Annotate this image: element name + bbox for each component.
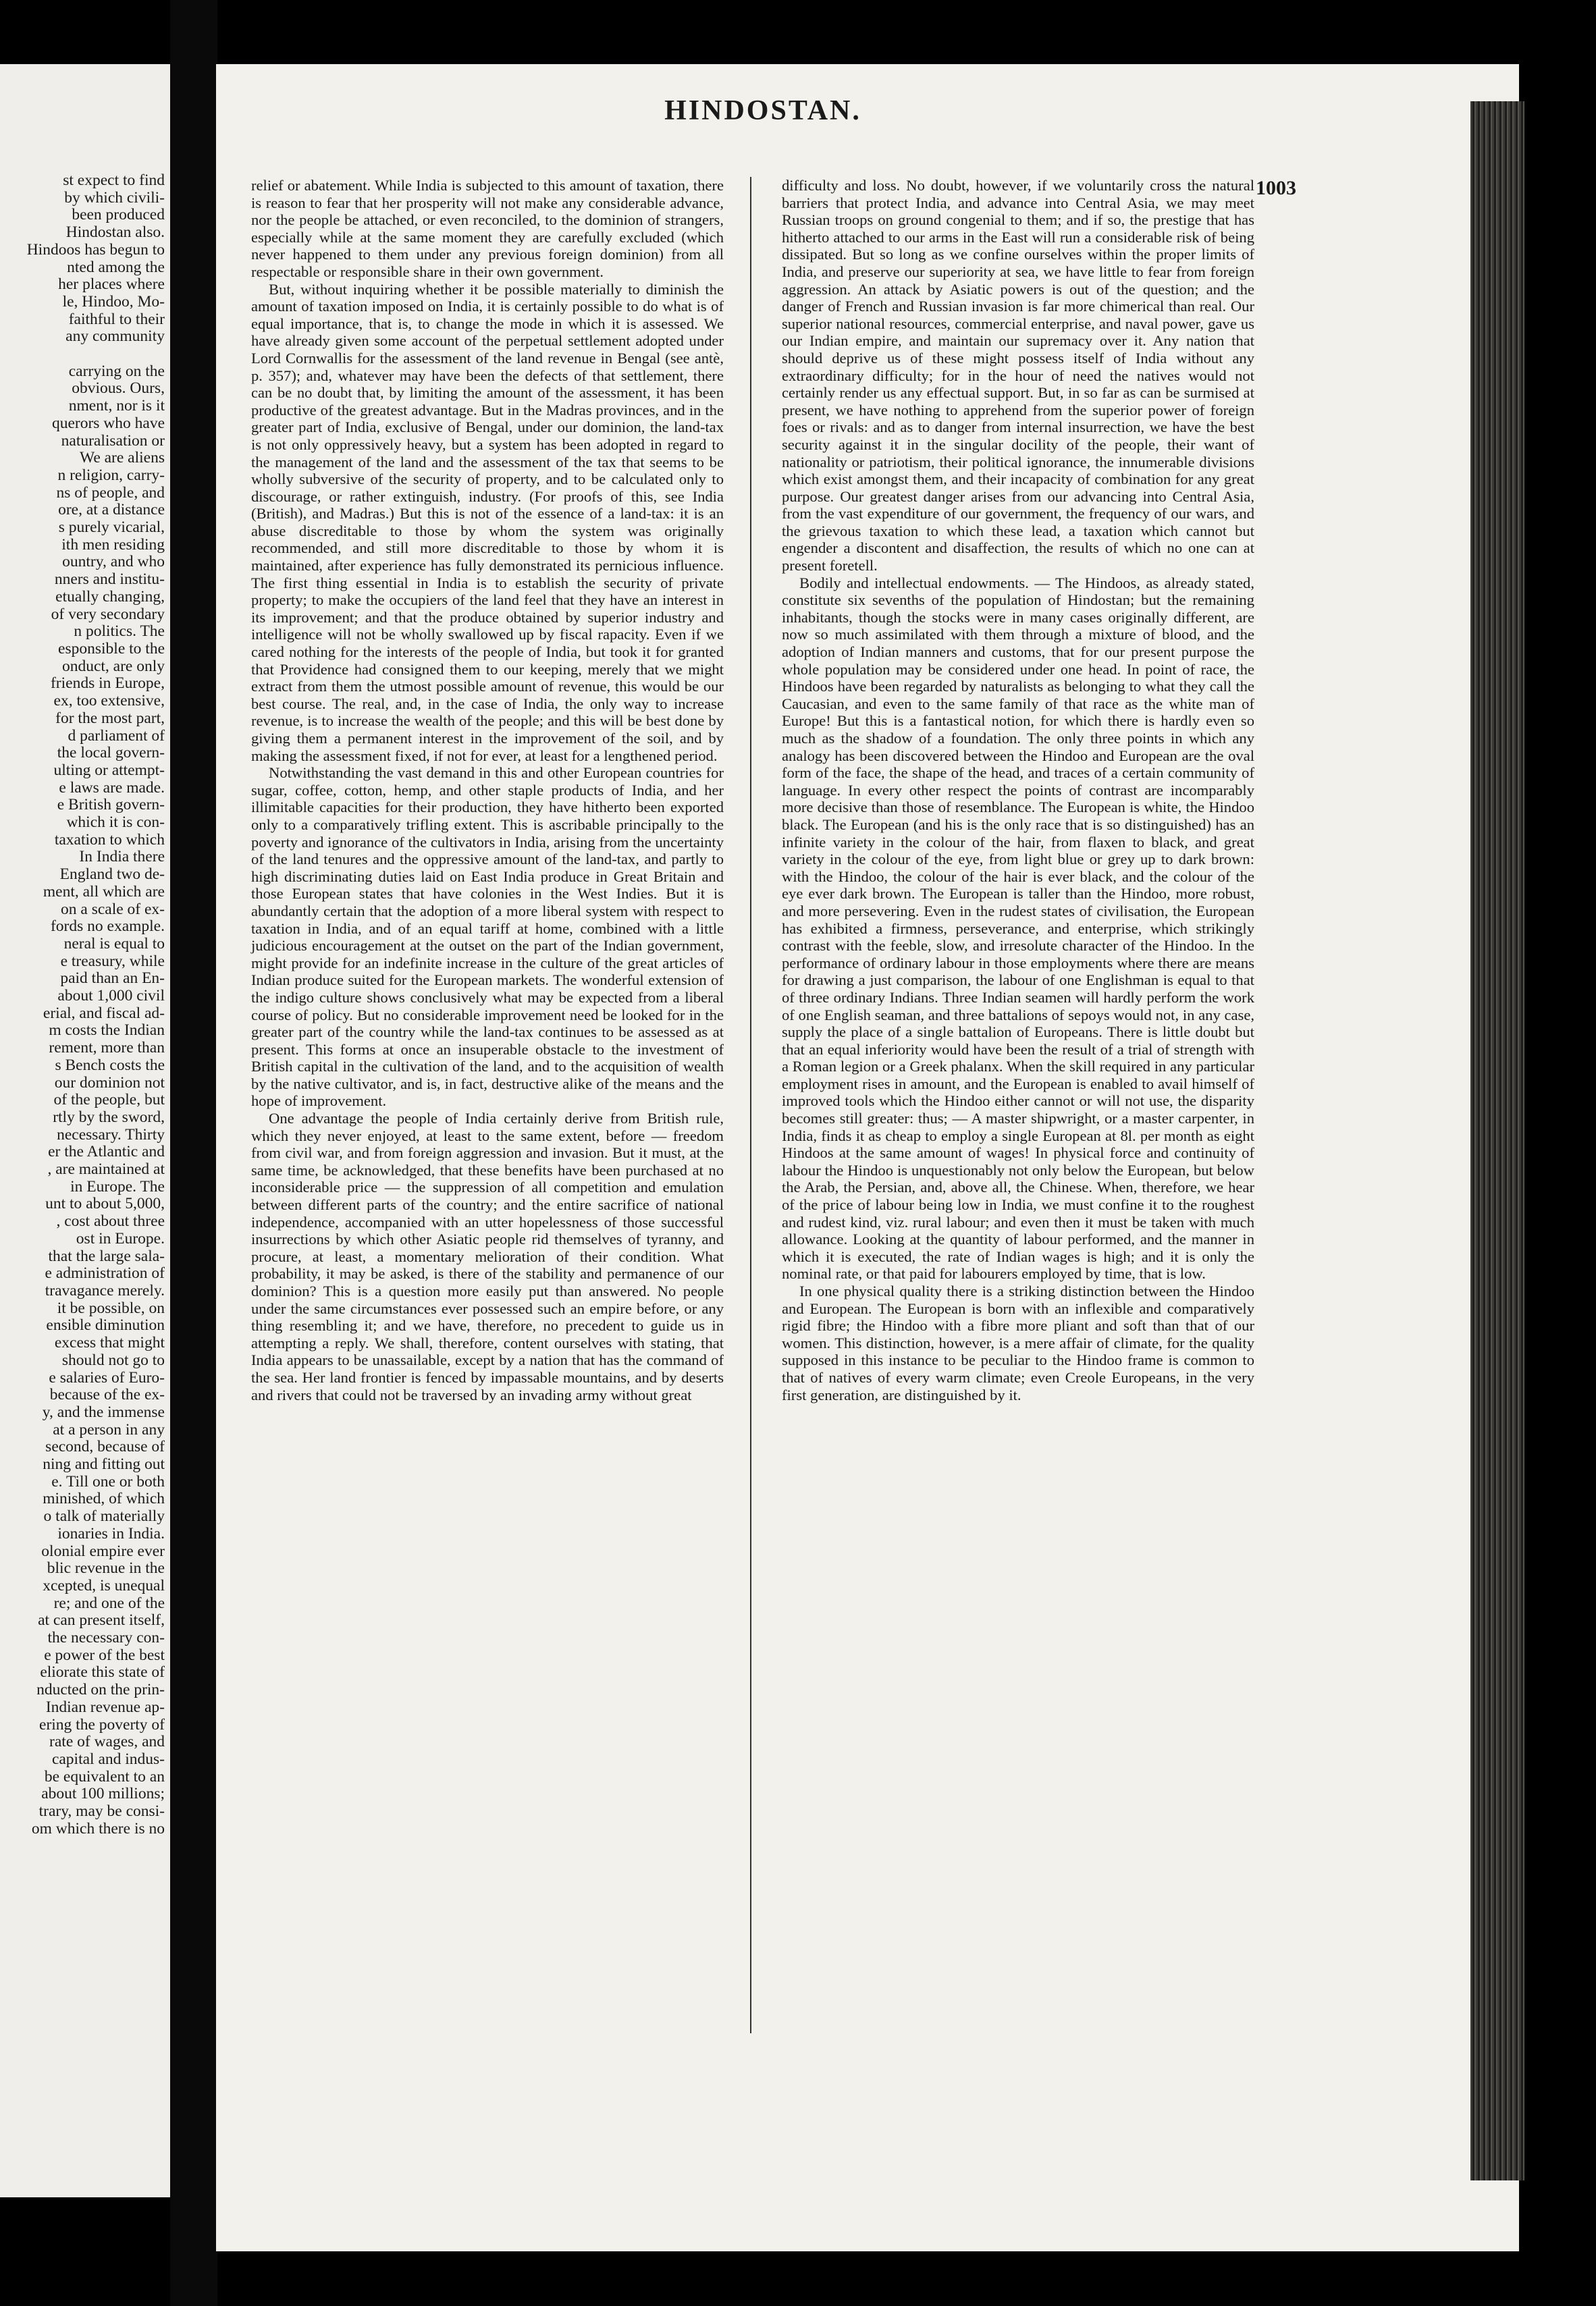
previous-page-line: st expect to find (63, 171, 165, 189)
paragraph: One advantage the people of India certainly derive from British rule, which they never enjoyed, at least to the same extent, before — freedom from civil war, and from foreign aggression and invasion. But it must, at the same time, be acknowledged, that these benefits have been purchased at no inconsiderable price — the suppression of all competition and emulation between different parts of the country; and the entire sacrifice of national independence, accompanied with an utter hopelessness of those successful insurrections by which other Asiatic people rid themselves of tyranny, and procure, at least, a momentary melioration of their condition. What probability, it may be asked, is there of the stability and permanence of our dominion? This is a question more easily put than answered. No people under the same circumstances ever possessed such an empire before, or any thing resembling it; and we have, therefore, no precedent to guide us in attempting a reply. We shall, therefore, content ourselves with stating, that India appears to be unassailable, except by a nation that has the command of the sea. Her land frontier is fenced by impassable mountains, and by deserts and rivers that could not be traversed by an invading army without great (251, 1110, 724, 1403)
previous-page-line: re; and one of the (53, 1594, 165, 1612)
previous-page-line: naturalisation or (61, 431, 165, 450)
previous-page-line: unt to about 5,000, (45, 1195, 165, 1213)
previous-page-line: Hindoos has begun to (26, 240, 165, 259)
paragraph: In one physical quality there is a striking distinction between the Hindoo and European. The European is born with an inflexible and comparatively rigid fibre; the Hindoo with a fibre more pliant and soft than that of our women. This distinction, however, is a mere affair of climate, for the quality supposed in this instance to be peculiar to the Hindoo frame is common to that of natives of every warm climate; even Creole Europeans, in the very first generation, are distinguished by it. (782, 1283, 1254, 1403)
previous-page-line: on a scale of ex- (61, 900, 165, 918)
previous-page-line: paid than an En- (60, 969, 165, 988)
previous-page-line: faithful to their (68, 310, 165, 328)
previous-page-line: capital and indus- (51, 1750, 165, 1768)
previous-page-line: be equivalent to an (44, 1767, 165, 1786)
previous-page-line: minished, of which (43, 1490, 165, 1508)
previous-page-line: by which civili- (64, 188, 165, 207)
previous-page-line: about 1,000 civil (57, 987, 165, 1005)
previous-page-line: We are aliens (80, 449, 165, 467)
previous-page-line: that the large sala- (48, 1247, 165, 1265)
previous-page-line: ountry, and who (62, 553, 165, 571)
previous-page-line: ore, at a distance (58, 501, 165, 519)
paragraph: difficulty and loss. No doubt, however, if we voluntarily cross the natural barriers that protect India, and advance into Central Asia, we may meet Russian troops on ground congenial to them; and if so, the prestige that has hitherto attached to our arms in the East will run a considerable risk of being dissipated. But so long as we confine ourselves within the proper limits of India, and preserve our superiority at sea, we have little to fear from foreign aggression. An attack by Asiatic powers is out of the question; and the danger of French and Russian invasion is far more chimerical than real. Our superior national resources, commercial enterprise, and naval power, gave us our Indian empire, and maintain our supremacy over it. Any nation that should deprive us of these might possess itself of India without any extraordinary difficulty; for in the hour of need the natives would not certainly render us any effectual support. But, in so far as can be surmised at present, we have nothing to apprehend from the superior power of foreign foes or rivals: and as to danger from internal insurrection, we have the best security against it in the singular docility of the people, their want of nationality or patriotism, their political ignorance, the innumerable divisions which exist amongst them, and their incapacity of combination for any great purpose. Our greatest danger arises from our advancing into Central Asia, from the vast expenditure of our government, the frequency of our wars, and the grievous taxation to which these lead, a taxation which cannot but engender a discontent and disaffection, the results of which no one can at present foretell. (782, 177, 1254, 574)
previous-page-line: at a person in any (53, 1420, 165, 1439)
page-edge (1470, 101, 1524, 2180)
previous-page-line: been produced (72, 206, 165, 224)
previous-page-line: ning and fitting out (43, 1455, 165, 1474)
previous-page-line: er the Atlantic and (48, 1143, 165, 1161)
page-header (230, 95, 1296, 135)
previous-page-line: neral is equal to (63, 934, 165, 953)
paragraph: Notwithstanding the vast demand in this and other European countries for sugar, coffee, cotton, hemp, and other staple products of India, and her illimitable capacities for their production, they have hitherto been exported only to a comparatively trifling extent. This is ascribable principally to the poverty and ignorance of the cultivators in India, arising from the uncertainty of the land tenures and the oppressive amount of the land-tax, and partly to high discriminating duties laid on East India produce in Great Britain and those European states that have colonies in the West Indies. But it is abundantly certain that the adoption of a more liberal system with respect to taxation in India, and of an equal tariff at home, combined with a little judicious encouragement at the outset on the part of the Indian government, might provide for an indefinite increase in the culture of the great articles of Indian produce suited for the European markets. The wonderful extension of the indigo culture shows conclusively what may be expected from a liberal course of policy. But no considerable improvement need be looked for in the greater part of the country while the land-tax continues to be assessed as at present. This forms at once an insuperable obstacle to the investment of British capital in the cultivation of the land, and to the acquisition of wealth by the native cultivator, and is, in fact, destructive alike of the means and the hope of improvement. (251, 764, 724, 1110)
previous-page-line: trary, may be consi- (38, 1802, 165, 1821)
previous-page-line: etually changing, (55, 587, 165, 606)
previous-page-line: e British govern- (57, 796, 165, 814)
previous-page-line: any community (65, 327, 165, 346)
previous-page-line: m costs the Indian (49, 1021, 165, 1040)
previous-page-line: our dominion not (54, 1073, 165, 1092)
previous-page-line: ment, all which are (43, 882, 165, 901)
previous-page-line: o talk of materially (43, 1507, 165, 1526)
column-rule (750, 177, 751, 2033)
previous-page-line: of very secondary (51, 605, 165, 623)
previous-page-line: England two de- (59, 865, 165, 884)
previous-page-line: of the people, but (53, 1091, 165, 1109)
page-number: 1003 (1256, 177, 1296, 199)
previous-page-line: necessary. Thirty (57, 1125, 165, 1144)
previous-page-line: nted among the (67, 258, 165, 276)
previous-page-line: e salaries of Euro- (49, 1368, 165, 1387)
previous-page-line (0, 346, 165, 363)
previous-page-line: e laws are made. (59, 778, 165, 797)
text-column-left (251, 177, 724, 1403)
previous-page-line: onduct, are only (61, 657, 165, 675)
previous-page-line: In India there (79, 848, 165, 866)
previous-page-line: ith men residing (61, 535, 165, 554)
previous-page-line: esponsible to the (58, 639, 165, 658)
previous-page-line: rement, more than (49, 1039, 165, 1057)
previous-page-line: in Europe. The (70, 1177, 165, 1196)
previous-page-line: ionaries in India. (57, 1524, 165, 1543)
previous-page-line: le, Hindoo, Mo- (62, 292, 165, 311)
paragraph: Bodily and intellectual endowments. — The Hindoos, as already stated, constitute six sevenths of the population of Hindostan; but the remaining inhabitants, though the stocks were in many cases originally different, are now so much assimilated with them through a mixture of blood, and the adoption of Indian manners and customs, that for our present purpose the whole population may be considered under one head. In point of race, the Hindoos have been regarded by naturalists as belonging to what they call the Caucasian, and even to the same family of that race as the white man of Europe! But this is a fantastical notion, for which there is hardly even so much as the shadow of a foundation. The only three points in which any analogy has been discovered between the Hindoo and European are the oval form of the face, the shape of the head, and traces of a certain community of language. In every other respect the points of contrast are incomparably more decisive than those of resemblance. The European is white, the Hindoo black. The European (and his is the only race that is so distinguished) has an infinite variety in the colour of the hair, from flaxen to black, and great variety in the colour of the eye, from light blue or grey up to dark brown: with the Hindoo, the colour of the hair is ever black, and the colour of the eye ever dark brown. The European is taller than the Hindoo, more robust, and more persevering. Even in the rudest states of civilisation, the European has exhibited a firmness, perseverance, and enterprise, which strikingly contrast with the feeble, slow, and irresolute character of the Hindoo. In the performance of ordinary labour in those employments where there are means for drawing a just comparison, the labour of one Englishman is equal to that of three ordinary Indians. Three Indian seamen will hardly perform the work of one English seaman, and three battalions of sepoys would not, in any case, supply the place of a single battalion of Europeans. There is little doubt but that an equal inferiority would have been the result of a trial of strength with a Roman legion or a Greek phalanx. When the skill required in any particular employment rises in amount, and the European is enabled to avail himself of improved tools which the Hindoo either cannot or will not use, the disparity becomes still greater: thus; — A master shipwright, or a master carpenter, in India, finds it as cheap to employ a single European at 8l. per month as eight Hindoos at the same amount of wages! In physical force and continuity of labour the Hindoo is unquestionably not only below the European, but below the Arab, the Persian, and, above all, the Chinese. When, therefore, we hear of the price of labour being low in India, we must confine it to the roughest and rudest kind, viz. rural labour; and even then it must be taken with much allowance. Looking at the quantity of labour performed, and the manner in which it is executed, the rate of Indian wages is high; and it is only the nominal rate, or that paid for labourers employed by time, that is low. (782, 574, 1254, 1283)
previous-page-line: at can present itself, (38, 1611, 165, 1630)
previous-page-line: olonial empire ever (41, 1542, 165, 1560)
previous-page-line: ex, too extensive, (53, 692, 165, 710)
previous-page-line: Hindostan also. (65, 223, 165, 242)
previous-page-line: her places where (58, 275, 165, 294)
previous-page-line: n religion, carry- (57, 466, 165, 484)
previous-page-line: d parliament of (68, 726, 165, 745)
previous-page-line: om which there is no (31, 1819, 165, 1838)
previous-page-line: which it is con- (66, 813, 165, 832)
previous-page-line: s purely vicarial, (58, 518, 165, 537)
previous-page-line: e. Till one or both (51, 1472, 165, 1491)
previous-page-line: blic revenue in the (47, 1559, 165, 1578)
previous-page-line: rate of wages, and (49, 1733, 165, 1751)
previous-page-line: e power of the best (44, 1646, 165, 1664)
previous-page-line: n politics. The (74, 622, 165, 641)
previous-page-line: obvious. Ours, (72, 379, 165, 398)
paragraph: relief or abatement. While India is subjected to this amount of taxation, there is reason to fear that her prosperity will not make any considerable advance, nor the people be attached, or even reconciled, to the dominion of strangers, especially while at the same moment they are carefully excluded (which never happened to them under any previous foreign dominion) from all respectable or responsible share in their own government. (251, 177, 724, 280)
previous-page-line: querors who have (51, 414, 165, 432)
previous-page-line: e treasury, while (60, 952, 165, 970)
text-column-right (782, 177, 1254, 1403)
previous-page-line: rtly by the sword, (53, 1108, 165, 1126)
previous-page-line: , are maintained at (47, 1160, 165, 1179)
previous-page-line: Indian revenue ap- (45, 1698, 165, 1716)
previous-page-line: nners and institu- (54, 570, 165, 589)
previous-page-line: eliorate this state of (40, 1663, 165, 1682)
previous-page-line: taxation to which (54, 830, 165, 849)
previous-page-line: fords no example. (50, 917, 165, 936)
book-gutter (170, 0, 217, 2306)
previous-page-line: ensible diminution (46, 1316, 165, 1335)
previous-page-line: e administration of (45, 1264, 165, 1283)
previous-page-line: friends in Europe, (50, 674, 165, 693)
previous-page-line: should not go to (61, 1351, 165, 1369)
previous-page-line: second, because of (45, 1438, 165, 1456)
previous-page-line: about 100 millions; (41, 1785, 165, 1803)
previous-page-line: travagance merely. (45, 1282, 165, 1299)
previous-page-line: , cost about three (56, 1212, 165, 1231)
previous-page-line: ns of people, and (56, 483, 165, 502)
previous-page-line: ost in Europe. (76, 1229, 165, 1248)
previous-page-line: s Bench costs the (55, 1056, 165, 1074)
previous-page-fragment (0, 64, 170, 2197)
previous-page-line: ulting or attempt- (53, 761, 165, 779)
previous-page-line: the necessary con- (47, 1629, 165, 1647)
previous-page-line: y, and the immense (42, 1403, 165, 1421)
running-title: HINDOSTAN. (664, 95, 861, 126)
previous-page-line: xcepted, is unequal (43, 1576, 165, 1594)
previous-page-line: nducted on the prin- (36, 1681, 165, 1699)
previous-page-line: excess that might (54, 1334, 165, 1352)
previous-page-line: ering the poverty of (39, 1715, 165, 1734)
previous-page-line: for the most part, (55, 709, 165, 727)
previous-page-text (0, 172, 165, 1838)
previous-page-line: carrying on the (68, 362, 165, 380)
previous-page-line: nment, nor is it (68, 397, 165, 415)
previous-page-line: the local govern- (57, 744, 165, 762)
previous-page-line: it be possible, on (57, 1299, 165, 1317)
paragraph: But, without inquiring whether it be possible materially to diminish the amount of taxation imposed on India, it is certainly possible to do what is of equal importance, that is, to change the mode in which it is assessed. We have already given some account of the perpetual settlement adopted under Lord Cornwallis for the assessment of the land revenue in Bengal (see antè, p. 357); and, whatever may have been the defects of that settlement, there can be no doubt that, by limiting the amount of the assessment, it has been productive of the greatest advantage. But in the Madras provinces, and in the greater part of India, exclusive of Bengal, under our dominion, the land-tax is not only oppressively heavy, but a system has been adopted in regard to the management of the land and the assessment of the tax that seems to be wholly subversive of the security of property, and to be calculated only to discourage, or rather extinguish, industry. (For proofs of this, see India (British), and Madras.) But this is not of the essence of a land-tax: it is an abuse discreditable to those by whom the system was originally recommended, and still more discreditable to those by whom it is maintained, after experience has fully demonstrated its pernicious influence. The first thing essential in India is to establish the security of private property; to make the occupiers of the land feel that they have an interest in its improvement; and that the produce obtained by superior industry and intelligence will not be wholly swallowed up by fiscal rapacity. Even if we cared nothing for the interests of the people of India, but took it for granted that Providence had consigned them to our keeping, merely that we might extract from them the utmost possible amount of revenue, this would be our best course. The real, and, in the case of India, the only way to increase revenue, is to increase the wealth of the people; and this will be best done by giving them a permanent interest in the improvement of the soil, and by making the assessment fixed, if not for ever, at least for a lengthened period. (251, 280, 724, 764)
previous-page-line: erial, and fiscal ad- (43, 1004, 165, 1022)
previous-page-line: because of the ex- (49, 1386, 165, 1404)
